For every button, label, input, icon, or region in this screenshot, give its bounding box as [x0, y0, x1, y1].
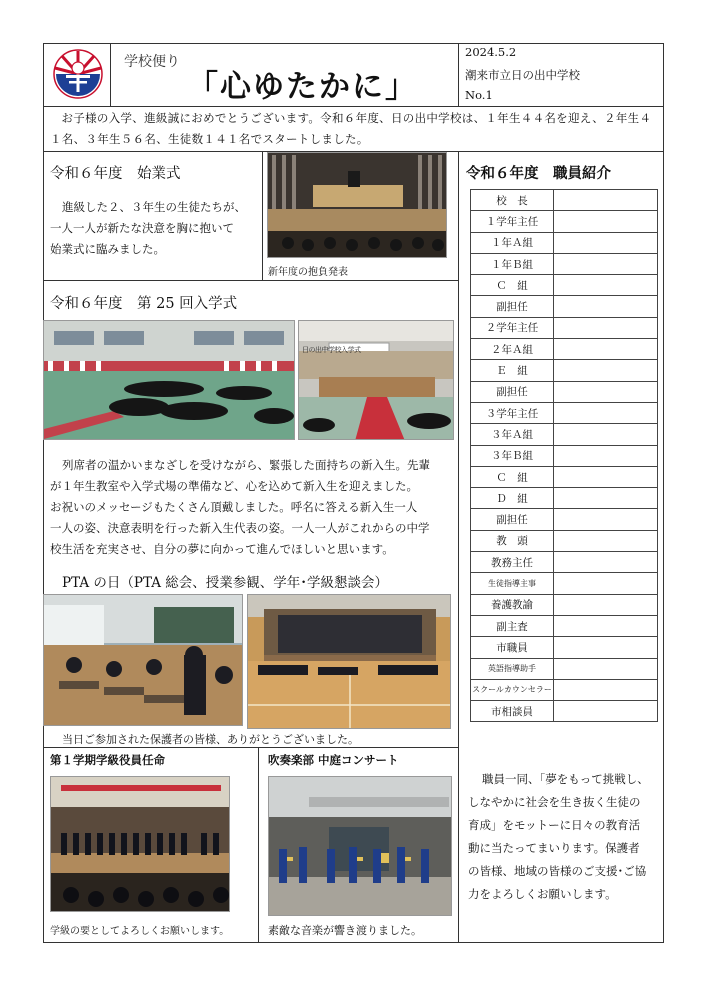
- staff-row: [471, 552, 658, 573]
- staff-name: [554, 573, 658, 594]
- staff-name: [554, 530, 658, 551]
- staff-row: [471, 658, 658, 679]
- staff-name: [554, 552, 658, 573]
- school-logo: [52, 48, 104, 100]
- staff-row: [471, 360, 658, 381]
- entrance-gym-photo: [43, 320, 295, 440]
- school-name: 潮来市立日の出中学校: [465, 68, 580, 82]
- officers-heading: 第１学期学級役員任命: [50, 753, 165, 767]
- staff-name: [554, 658, 658, 679]
- staff-row: [471, 317, 658, 338]
- staff-role: 副担任: [471, 509, 554, 530]
- staff-table: [470, 189, 658, 722]
- staff-row: [471, 573, 658, 594]
- staff-role: 養護教諭: [471, 594, 554, 615]
- staff-row: [471, 275, 658, 296]
- divider: [43, 106, 664, 107]
- staff-row: [471, 615, 658, 636]
- staff-role: ２年Ａ組: [471, 339, 554, 360]
- closing-line: 力をよろしくお願いします。: [468, 887, 617, 901]
- staff-row: [471, 339, 658, 360]
- staff-row: [471, 424, 658, 445]
- intro-text: お子様の入学、進級誠におめでとうございます。令和６年度、日の出中学校は、１年生４４名を迎え、２年生４１名、３年生５６名、生徒数１４１名でスタートしました。: [50, 111, 652, 146]
- pta-heading: PTA の日（PTA 総会、授業参観、学年･学級懇談会）: [62, 575, 389, 591]
- staff-role: 校 長: [471, 190, 554, 211]
- staff-role: 副担任: [471, 381, 554, 402]
- issue-number: No.1: [465, 88, 493, 102]
- staff-role: Ｃ 組: [471, 466, 554, 487]
- staff-row: [471, 211, 658, 232]
- divider: [458, 151, 459, 943]
- pta-classroom-photo: [43, 594, 243, 726]
- staff-role: スクールカウンセラー: [471, 679, 554, 700]
- band-caption: 素敵な音楽が響き渡りました。: [268, 924, 422, 937]
- staff-name: [554, 637, 658, 658]
- entrance-line: が１年生教室や入学式場の準備など、心を込めて新入生を迎えました。: [50, 479, 418, 493]
- officers-photo: [50, 776, 230, 912]
- staff-name: [554, 296, 658, 317]
- staff-role: 英語指導助手: [471, 658, 554, 679]
- opening-line: 始業式に臨みました。: [50, 242, 165, 256]
- staff-row: [471, 445, 658, 466]
- staff-role: １年Ａ組: [471, 232, 554, 253]
- opening-line: 進級した２、３年生の生徒たちが、: [62, 200, 246, 214]
- staff-name: [554, 424, 658, 445]
- staff-role: 教務主任: [471, 552, 554, 573]
- entrance-line: お祝いのメッセージもたくさん頂戴しました。呼名に答える新入生一人: [50, 500, 418, 514]
- entrance-heading: 令和６年度 第 25 回入学式: [50, 296, 238, 312]
- staff-name: [554, 509, 658, 530]
- staff-row: [471, 488, 658, 509]
- staff-name: [554, 253, 658, 274]
- staff-role: ２学年主任: [471, 317, 554, 338]
- opening-heading: 令和６年度 始業式: [50, 166, 181, 182]
- divider: [262, 151, 263, 280]
- staff-role: 副担任: [471, 296, 554, 317]
- staff-role: Ｄ 組: [471, 488, 554, 509]
- newsletter-title: 「心ゆたかに」: [187, 69, 418, 105]
- opening-ceremony-photo: [267, 152, 447, 258]
- staff-name: [554, 339, 658, 360]
- pta-caption: 当日ご参加された保護者の皆様、ありがとうございました。: [62, 733, 359, 746]
- staff-row: [471, 190, 658, 211]
- staff-row: [471, 509, 658, 530]
- staff-name: [554, 402, 658, 423]
- staff-row: [471, 637, 658, 658]
- newsletter-label: 学校便り: [124, 54, 180, 70]
- closing-line: 職員一同、「夢をもって挑戦し、: [482, 772, 649, 786]
- divider: [458, 43, 459, 106]
- staff-role: 副主査: [471, 615, 554, 636]
- staff-row: [471, 253, 658, 274]
- staff-role: ３学年主任: [471, 402, 554, 423]
- staff-name: [554, 594, 658, 615]
- staff-role: 生徒指導主事: [471, 573, 554, 594]
- divider: [43, 280, 459, 281]
- opening-caption: 新年度の抱負発表: [268, 267, 348, 278]
- closing-line: 動に当たってまいります。保護者: [468, 841, 640, 855]
- entrance-stage-photo: [298, 320, 454, 440]
- staff-role: １学年主任: [471, 211, 554, 232]
- staff-name: [554, 701, 658, 722]
- officers-caption: 学級の要としてよろしくお願いします。: [50, 926, 230, 937]
- staff-row: [471, 466, 658, 487]
- staff-role: ３年Ａ組: [471, 424, 554, 445]
- staff-name: [554, 211, 658, 232]
- staff-row: [471, 381, 658, 402]
- staff-row: [471, 679, 658, 700]
- band-heading: 吹奏楽部 中庭コンサート: [268, 753, 399, 767]
- staff-role: Ｅ 組: [471, 360, 554, 381]
- staff-role: 教 頭: [471, 530, 554, 551]
- staff-name: [554, 360, 658, 381]
- staff-name: [554, 466, 658, 487]
- entrance-banner: 日の出中学校入学式: [302, 346, 361, 354]
- staff-role: Ｃ 組: [471, 275, 554, 296]
- staff-name: [554, 445, 658, 466]
- closing-line: の皆様、地域の皆様のご支援･ご協: [468, 864, 647, 878]
- staff-name: [554, 615, 658, 636]
- divider: [258, 747, 259, 943]
- staff-role: 市相談員: [471, 701, 554, 722]
- opening-line: 一人一人が新たな決意を胸に抱いて: [50, 221, 234, 235]
- staff-row: [471, 402, 658, 423]
- staff-name: [554, 381, 658, 402]
- entrance-line: 列席者の温かいまなざしを受けながら、緊張した面持ちの新入生。先輩: [62, 458, 430, 472]
- staff-row: [471, 701, 658, 722]
- staff-row: [471, 232, 658, 253]
- staff-heading: 令和６年度 職員紹介: [466, 165, 611, 182]
- staff-name: [554, 488, 658, 509]
- band-concert-photo: [268, 776, 452, 916]
- staff-role: １年Ｂ組: [471, 253, 554, 274]
- staff-row: [471, 594, 658, 615]
- entrance-line: 一人の姿、決意表明を行った新入生代表の姿。一人一人がこれからの中学: [50, 521, 430, 535]
- staff-name: [554, 275, 658, 296]
- divider: [110, 43, 111, 106]
- staff-name: [554, 190, 658, 211]
- staff-role: ３年Ｂ組: [471, 445, 554, 466]
- staff-role: 市職員: [471, 637, 554, 658]
- staff-name: [554, 317, 658, 338]
- pta-gym-photo: [247, 594, 451, 729]
- staff-name: [554, 679, 658, 700]
- issue-date: 2024.5.2: [465, 45, 517, 59]
- staff-row: [471, 530, 658, 551]
- closing-line: しなやかに社会を生き抜く生徒の: [468, 795, 641, 809]
- closing-line: 育成」をモットーに日々の教育活: [468, 818, 641, 832]
- divider: [43, 747, 459, 748]
- staff-name: [554, 232, 658, 253]
- entrance-line: 校生活を充実させ、自分の夢に向かって進んでほしいと思います。: [50, 542, 394, 556]
- staff-row: [471, 296, 658, 317]
